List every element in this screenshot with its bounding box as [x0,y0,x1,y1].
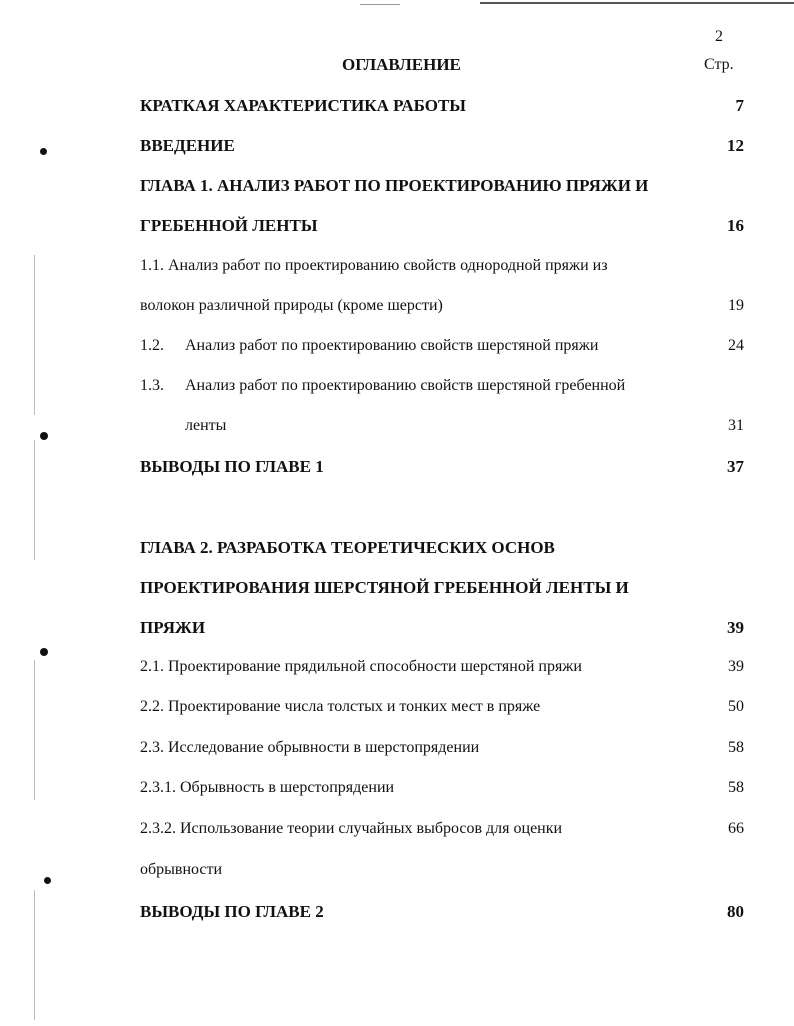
toc-entry: Анализ работ по проектированию свойств шерстяной пряжи [185,337,599,354]
toc-entry-page: 24 [728,337,744,354]
toc-entry-page: 31 [728,417,744,434]
toc-entry-page: 66 [728,820,744,837]
punch-hole-mark [40,148,47,155]
toc-entry-page: 16 [727,216,744,235]
page-number: 2 [715,28,723,45]
toc-entry-page: 50 [728,698,744,715]
toc-entry-line: ГЛАВА 1. АНАЛИЗ РАБОТ ПО ПРОЕКТИРОВАНИЮ ПРЯЖИ И [140,176,649,195]
toc-entry-line: обрывности [140,861,223,878]
punch-hole-mark [40,432,48,440]
toc-entry-line: ленты [185,417,227,434]
toc-title: ОГЛАВЛЕНИЕ [342,55,461,74]
toc-entry-page: 58 [728,779,744,796]
toc-entry: ВВЕДЕНИЕ [140,136,235,155]
page-column-label: Стр. [704,56,734,73]
toc-entry-page: 80 [727,902,744,921]
toc-entry-page: 12 [727,136,744,155]
scan-edge-line [34,660,35,800]
toc-entry-line: волокон различной природы (кроме шерсти) [140,297,443,314]
toc-entry-number: 1.3. [140,377,164,394]
toc-entry-line: ГЛАВА 2. РАЗРАБОТКА ТЕОРЕТИЧЕСКИХ ОСНОВ [140,538,555,557]
toc-entry-page: 19 [728,297,744,314]
toc-entry-line: ПРОЕКТИРОВАНИЯ ШЕРСТЯНОЙ ГРЕБЕННОЙ ЛЕНТЫ И [140,578,629,597]
punch-hole-mark [44,877,51,884]
scan-edge-line [34,440,35,560]
scan-edge-line [34,890,35,1020]
toc-entry-line: ГРЕБЕННОЙ ЛЕНТЫ [140,216,318,235]
scan-edge-line [34,255,35,415]
toc-entry-page: 58 [728,739,744,756]
toc-entry: ВЫВОДЫ ПО ГЛАВЕ 1 [140,457,324,476]
toc-entry: 2.3. Исследование обрывности в шерстопрядении [140,739,480,756]
toc-entry-line: 2.3.2. Использование теории случайных выбросов для оценки [140,820,563,837]
scan-line-top-short [360,4,400,5]
toc-entry-line: Анализ работ по проектированию свойств шерстяной гребенной [185,377,626,394]
toc-entry: 2.1. Проектирование прядильной способности шерстяной пряжи [140,658,582,675]
toc-entry: ВЫВОДЫ ПО ГЛАВЕ 2 [140,902,324,921]
toc-entry-line: 1.1. Анализ работ по проектированию свойств однородной пряжи из [140,257,608,274]
punch-hole-mark [40,648,48,656]
toc-entry-page: 39 [727,618,744,637]
scan-line-top [480,2,794,4]
toc-entry-page: 7 [735,96,744,115]
toc-entry-page: 37 [727,457,744,476]
toc-entry: 2.2. Проектирование числа толстых и тонких мест в пряже [140,698,541,715]
toc-entry: КРАТКАЯ ХАРАКТЕРИСТИКА РАБОТЫ [140,96,466,115]
toc-entry-number: 1.2. [140,337,164,354]
toc-entry-line: ПРЯЖИ [140,618,206,637]
toc-entry-page: 39 [728,658,744,675]
toc-entry: 2.3.1. Обрывность в шерстопрядении [140,779,395,796]
